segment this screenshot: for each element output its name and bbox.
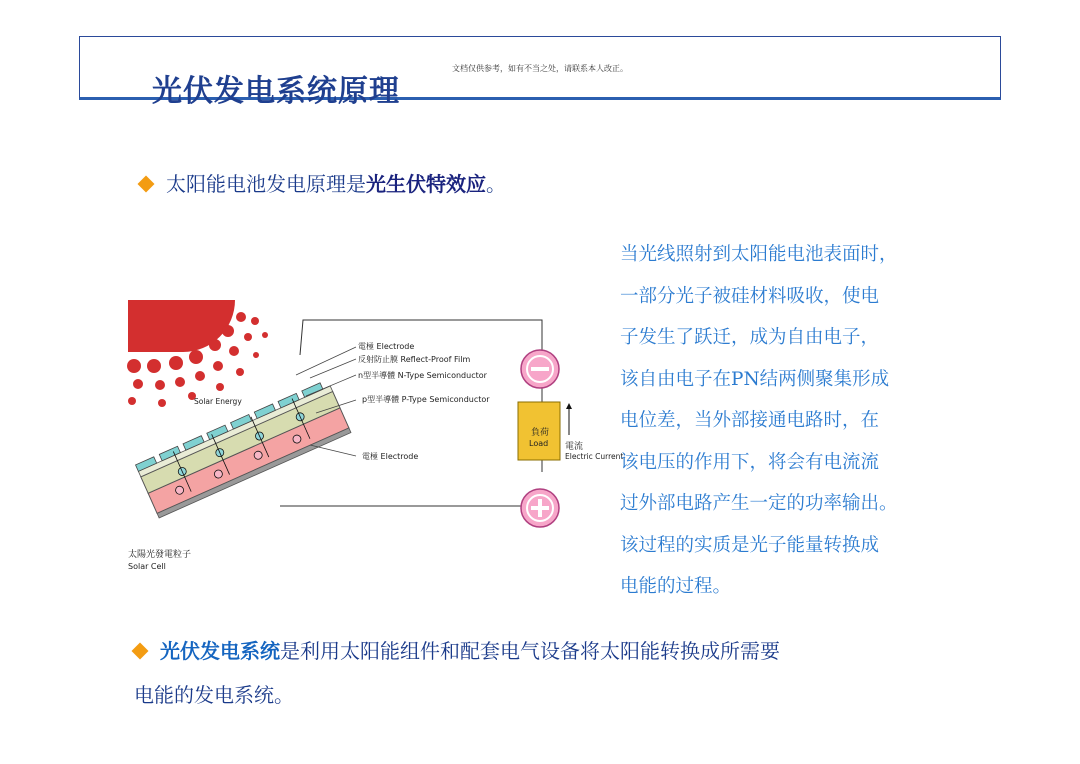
- explanation-line: 当光线照射到太阳能电池表面时，: [620, 244, 898, 265]
- electrode-bottom-label: 電極 Electrode: [362, 452, 419, 461]
- diamond-bullet-icon: [138, 175, 155, 192]
- explanation-line: 一部分光子被硅材料吸收，使电: [620, 285, 880, 307]
- current-en-label: Electric Current: [565, 452, 624, 461]
- load-en-label: Load: [529, 439, 549, 448]
- reflect-film-label: 反射防止膜 Reflect-Proof Film: [358, 355, 471, 364]
- solar-energy-label: Solar Energy: [194, 397, 242, 406]
- bullet-system: [134, 629, 974, 717]
- solar-cell-diagram: [120, 295, 640, 585]
- explanation-line: 该自由电子在PN结两侧聚集形成: [620, 368, 890, 390]
- diamond-bullet-icon: [132, 642, 149, 659]
- cell-stack: [136, 380, 351, 518]
- explanation-line: 该电压的作用下，将会有电流流: [620, 451, 880, 473]
- current-cn-label: 電流: [565, 442, 584, 452]
- bullet-principle-suffix: 。: [486, 172, 506, 196]
- explanation-line: 电位差，当外部接通电路时，在: [620, 410, 880, 431]
- disclaimer-text: 文档仅供参考，如有不当之处，请联系本人改正。: [452, 64, 628, 73]
- n-type-label: n型半導體 N-Type Semiconductor: [358, 371, 487, 380]
- bullet-principle-prefix: 太阳能电池发电原理是: [166, 172, 366, 196]
- bullet-system-text: 是利用太阳能组件和配套电气设备将太阳能转换成所需要: [280, 639, 780, 663]
- bullet-system-highlight: 光伏发电系统: [160, 639, 280, 663]
- explanation-line: 电能的过程。: [620, 576, 732, 597]
- electrode-top-label: 電極 Electrode: [358, 342, 415, 351]
- page-title: 光伏发电系统原理: [152, 74, 400, 109]
- p-type-label: p型半導體 P-Type Semiconductor: [362, 395, 490, 404]
- bullet-principle: [140, 170, 506, 198]
- explanation-text: [620, 234, 965, 608]
- explanation-line: 子发生了跃迁，成为自由电子，: [620, 327, 880, 348]
- load-cn-label: 負荷: [531, 428, 550, 438]
- bullet-system-line2: 电能的发电系统。: [134, 683, 294, 707]
- bullet-principle-highlight: 光生伏特效应: [366, 172, 486, 196]
- solar-cell-cn-label: 太陽光發電粒子: [128, 550, 192, 560]
- explanation-line: 过外部电路产生一定的功率输出。: [620, 493, 898, 514]
- solar-cell-en-label: Solar Cell: [128, 562, 166, 571]
- explanation-line: 该过程的实质是光子能量转换成: [620, 534, 880, 556]
